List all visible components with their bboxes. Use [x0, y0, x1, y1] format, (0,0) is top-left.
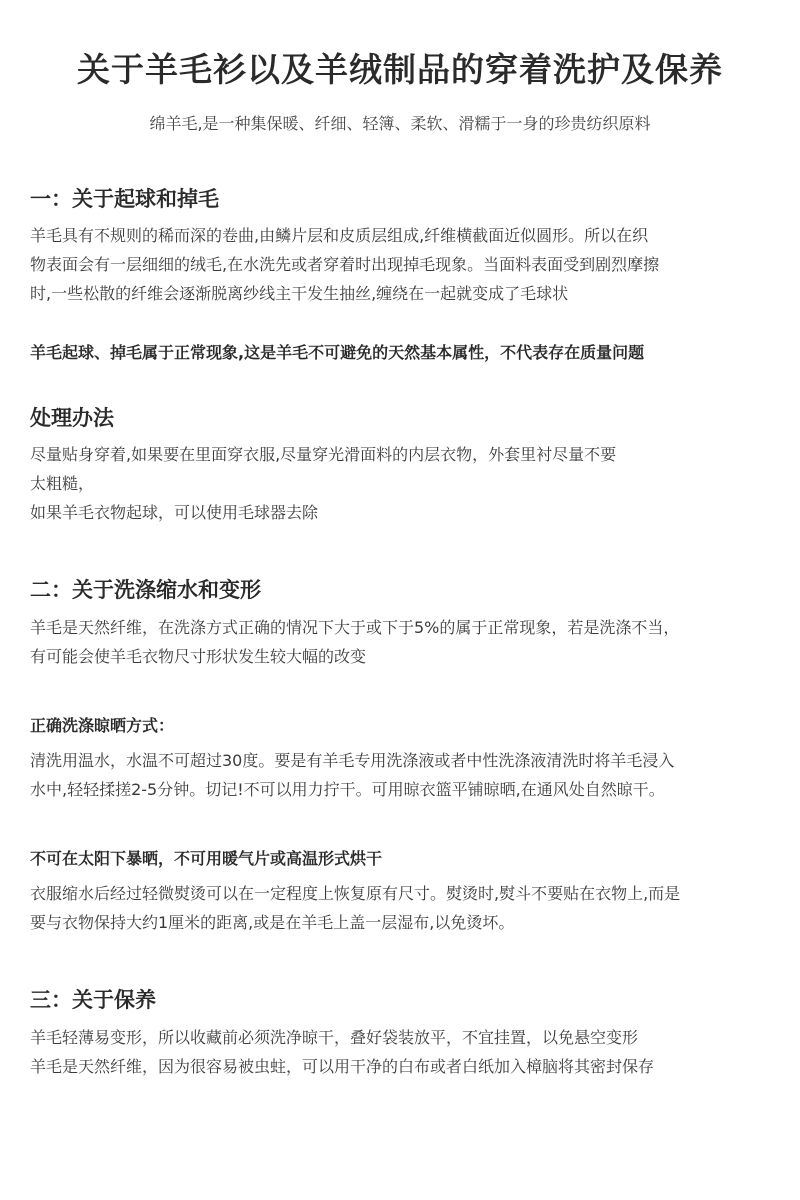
text-line: 水中,轻轻揉搓2-5分钟。切记!不可以用力拧干。可用晾衣篮平铺晾晒,在通风处自然晾干。 — [30, 780, 665, 799]
text-line: 时,一些松散的纤维会逐渐脱离纱线主干发生抽丝,缠绕在一起就变成了毛球状 — [30, 284, 569, 303]
text-line: 如果羊毛衣物起球，可以使用毛球器去除 — [30, 503, 319, 522]
wash-method-heading: 正确洗涤晾晒方式： — [30, 716, 175, 735]
section-heading-washing: 二：关于洗涤缩水和变形 — [30, 578, 261, 602]
wash-method-body — [30, 746, 775, 804]
section-heading-handling: 处理办法 — [30, 406, 114, 430]
text-line: 羊毛是天然纤维，因为很容易被虫蛀，可以用干净的白布或者白纸加入樟脑将其密封保存 — [30, 1057, 655, 1076]
text-line: 太粗糙， — [30, 474, 95, 493]
section-body-washing — [30, 613, 775, 671]
drying-warning-heading: 不可在太阳下暴晒，不可用暖气片或高温形式烘干 — [30, 849, 383, 868]
text-line: 物表面会有一层细细的绒毛,在水洗先或者穿着时出现掉毛现象。当面料表面受到剧烈摩擦 — [30, 255, 660, 274]
section-body-handling — [30, 440, 775, 527]
page-subtitle: 绵羊毛,是一种集保暖、纤细、轻簿、柔软、滑糯于一身的珍贵纺织原料 — [149, 114, 651, 133]
text-line: 羊毛轻薄易变形，所以收藏前必须洗净晾干，叠好袋装放平，不宜挂置，以免悬空变形 — [30, 1028, 639, 1047]
section-heading-pilling: 一：关于起球和掉毛 — [30, 187, 219, 211]
drying-body — [30, 879, 775, 937]
page-title: 关于羊毛衫以及羊绒制品的穿着洗护及保养 — [77, 50, 723, 89]
pilling-note: 羊毛起球、掉毛属于正常现象,这是羊毛不可避免的天然基本属性，不代表存在质量问题 — [30, 343, 645, 362]
text-line: 衣服缩水后经过轻微熨烫可以在一定程度上恢复原有尺寸。熨烫时,熨斗不要贴在衣物上,而是 — [30, 884, 681, 903]
text-line: 有可能会使羊毛衣物尺寸形状发生较大幅的改变 — [30, 647, 367, 666]
text-line: 羊毛具有不规则的稀而深的卷曲,由鳞片层和皮质层组成,纤维横截面近似圆形。所以在织 — [30, 226, 649, 245]
text-line: 羊毛是天然纤维，在洗涤方式正确的情况下大于或下于5%的属于正常现象，若是洗涤不当， — [30, 618, 680, 637]
section-body-pilling — [30, 221, 775, 308]
text-line: 尽量贴身穿着,如果要在里面穿衣服,尽量穿光滑面料的内层衣物，外套里衬尽量不要 — [30, 445, 617, 464]
section-heading-care: 三：关于保养 — [30, 988, 156, 1012]
section-body-care — [30, 1023, 775, 1081]
text-line: 要与衣物保持大约1厘米的距离,或是在羊毛上盖一层湿布,以免烫坏。 — [30, 913, 515, 932]
text-line: 清洗用温水，水温不可超过30度。要是有羊毛专用洗涤液或者中性洗涤液清洗时将羊毛浸入 — [30, 751, 675, 770]
